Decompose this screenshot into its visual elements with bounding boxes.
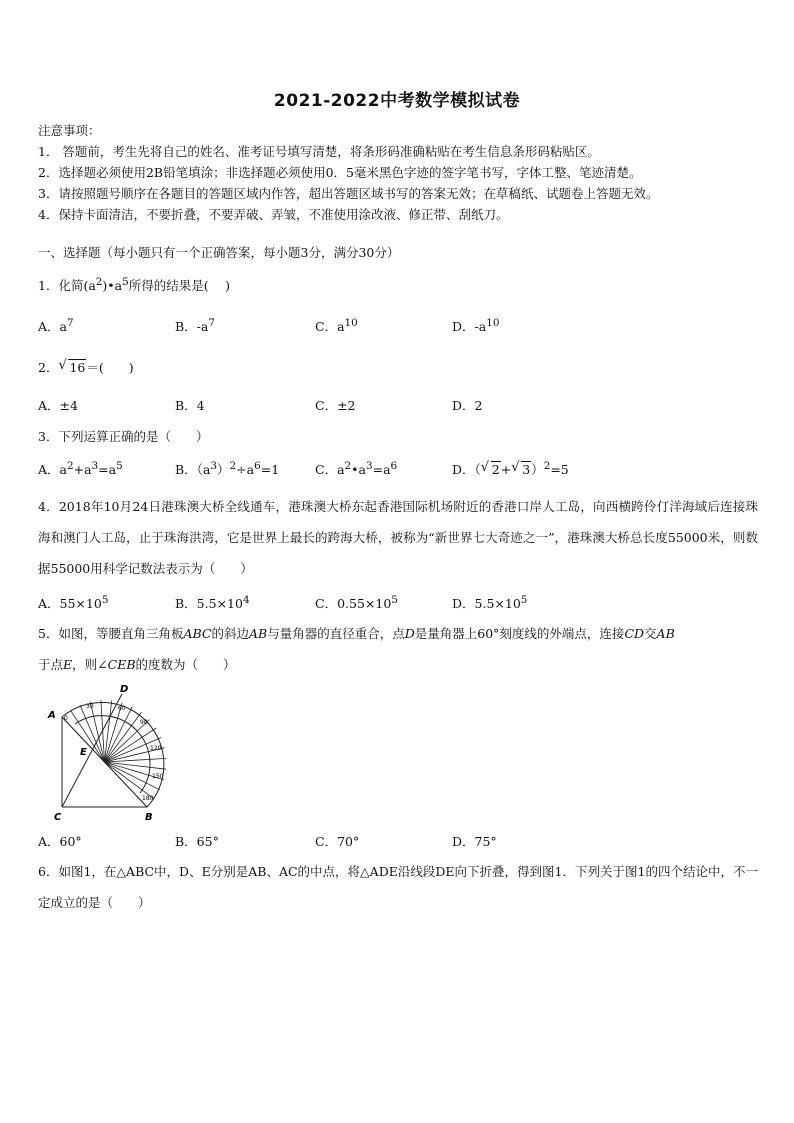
question-4-options: [38, 594, 758, 614]
scale-label: 150: [152, 773, 164, 780]
option-a[interactable]: A．±4: [38, 398, 78, 413]
scale-label: 120: [150, 745, 162, 752]
question-1-options: [38, 317, 758, 337]
option-b[interactable]: B．$(a^3)^2\div a^6=1$: [175, 460, 280, 478]
option-c[interactable]: C．$a^2•a^3=a^6$: [315, 460, 398, 478]
scale-label: 180: [142, 795, 154, 802]
question-4: 4．2018年10月24日港珠澳大桥全线通车，港珠澳大桥东起香港国际机场附近的香港口岸人工岛，向西横跨伶仃洋海域后连接珠海和澳门人工岛，止于珠海洪湾，它是世界上最长的跨海大桥，被称为“新世界七大奇迹之一”，港珠澳大桥总长度55000米，则数据55000用科学记数法表示为（ ）: [38, 499, 758, 576]
protractor-ray: [105, 701, 112, 763]
scale-label: 60: [118, 705, 126, 712]
option-d[interactable]: D．75°: [452, 834, 497, 849]
notes-block: [38, 120, 758, 225]
point-label-a: A: [48, 710, 56, 721]
note-item: 2．选择题必须使用2B铅笔填涂；非选择题必须使用0．5毫米黑色字迹的签字笔书写，字体工整、笔迹清楚。: [38, 165, 642, 180]
point-label-d: D: [120, 684, 129, 695]
scale-label: 0: [64, 715, 68, 722]
option-c[interactable]: C．70°: [315, 834, 360, 849]
question-5-options: [38, 832, 758, 852]
question-1: 1．化简$(a^2)•a^5$所得的结果是( ): [38, 276, 230, 294]
option-a[interactable]: A．$a^2+a^3=a^5$: [38, 460, 123, 478]
option-c[interactable]: C．$a^{10}$: [315, 317, 358, 335]
note-item: 3．请按照题号顺序在各题目的答题区域内作答，超出答题区域书写的答案无效；在草稿纸、试题卷上答题无效。: [38, 186, 659, 201]
scale-label: 30: [86, 703, 94, 710]
option-b[interactable]: B．$5.5\times 10^4$: [175, 594, 250, 612]
option-d[interactable]: D．2: [452, 398, 483, 413]
sqrt-sign: √ 16: [58, 358, 86, 375]
option-b[interactable]: B．65°: [175, 834, 219, 849]
option-b[interactable]: B．$-a^7$: [175, 317, 215, 335]
sqrt-sign: √ 3: [511, 460, 531, 478]
question-2: 2． √ 16＝( ): [38, 358, 134, 375]
option-a[interactable]: A．60°: [38, 834, 82, 849]
option-b[interactable]: B．4: [175, 398, 205, 413]
protractor-ray: [105, 728, 157, 762]
question-6: 6．如图1，在△ABC中，D、E分别是AB、AC的中点，将△ADE沿线段DE向下折叠，得到图1．下列关于图1的四个结论中，不一定成立的是（ ）: [38, 864, 758, 910]
question-2-options: [38, 396, 758, 416]
scale-label: 90: [140, 719, 148, 726]
question-5: 5．如图，等腰直角三角板ABC的斜边AB与量角器的直径重合，点D是量角器上60°刻度线的外端点，连接CD交AB 于点E，则∠CEB的度数为（ ）: [38, 626, 675, 672]
point-label-c: C: [54, 812, 62, 823]
notes-heading: 注意事项：: [38, 123, 101, 138]
note-item: 1． 答题前，考生先将自己的姓名、准考证号填写清楚，将条形码准确粘贴在考生信息条形码粘贴区。: [38, 144, 600, 159]
point-label-b: B: [145, 812, 153, 823]
note-item: 4．保持卡面清洁，不要折叠，不要弄破、弄皱，不准使用涂改液、修正带、刮纸刀。: [38, 207, 509, 222]
option-c[interactable]: C．$0.55\times 10^5$: [315, 594, 398, 612]
question-3: 3．下列运算正确的是（ ）: [38, 429, 209, 444]
option-d[interactable]: D．（ √ 2+ √ 3）$^2$=5: [452, 460, 569, 478]
question-3-options: [38, 460, 758, 480]
option-a[interactable]: A．$a^7$: [38, 317, 74, 335]
option-d[interactable]: D．$5.5\times 10^5$: [452, 594, 528, 612]
option-a[interactable]: A．$55\times 10^5$: [38, 594, 109, 612]
protractor-figure: [40, 680, 190, 825]
option-c[interactable]: C．±2: [315, 398, 356, 413]
section-heading: 一、选择题（每小题只有一个正确答案，每小题3分，满分30分）: [38, 245, 400, 260]
sqrt-sign: √ 2: [480, 460, 500, 478]
option-d[interactable]: D．$-a^{10}$: [452, 317, 500, 335]
page-title: 2021-2022中考数学模拟试卷: [273, 91, 521, 111]
point-label-e: E: [80, 747, 87, 758]
protractor-ray: [105, 762, 167, 769]
